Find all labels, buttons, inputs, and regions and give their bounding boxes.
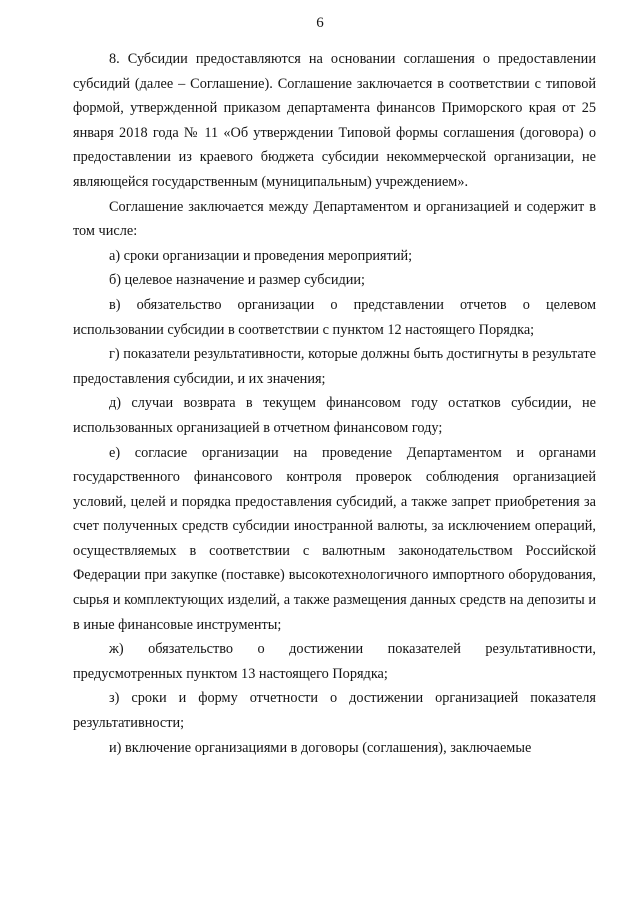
paragraph-agreement-parties: Соглашение заключается между Департаментом и организацией и содержит в том числе: <box>73 198 596 240</box>
list-item-zh: ж) обязательство о достижении показателей результативности, предусмотренных пунктом 13 настоящего Порядка; <box>73 641 596 682</box>
list-item-d: д) случаи возврата в текущем финансовом году остатков субсидии, не использованных организацией в отчетном финансовом году; <box>73 395 596 436</box>
list-item-a: а) сроки организации и проведения мероприятий; <box>109 247 413 264</box>
list-item-v: в) обязательство организации о представлении отчетов о целевом использовании субсидии в соответствии с пунктом 12 настоящего Порядка; <box>73 296 596 338</box>
list-item-i: и) включение организациями в договоры (соглашения), заключаемые <box>109 739 532 756</box>
paragraph-8-intro: 8. Субсидии предоставляются на основании соглашения о предоставлении субсидий (далее – Соглашение). Соглашение заключается в соответствии с типовой формой, утвержденной приказом департамента финансов Приморского края от 25 января 2018 года № 11 «Об утверждении Типовой формы соглашения (договора) о предоставлении из краевого бюджета субсидии некоммерческой организации, не являющейся государственным (муниципальным) учреждением». <box>73 51 596 190</box>
page-number: 6 <box>316 15 324 31</box>
list-item-b: б) целевое назначение и размер субсидии; <box>109 272 366 289</box>
list-item-e: е) согласие организации на проведение Департаментом и органами государственного финансового контроля проверок соблюдения организацией условий, целей и порядка предоставления субсидий, а также запрет приобретения за счет полученных средств субсидии иностранной валюты, за исключением операций, осуществляемых в соответствии с валютным законодательством Российской Федерации при закупке (поставке) высокотехнологичного импортного оборудования, сырья и комплектующих изделий, а также размещения данных средств на депозиты и в иные финансовые инструменты; <box>73 444 596 633</box>
list-item-g: г) показатели результативности, которые должны быть достигнуты в результате предоставления субсидии, и их значения; <box>73 346 596 387</box>
list-item-z: з) сроки и форму отчетности о достижении организацией показателя результативности; <box>73 690 596 732</box>
document-body <box>73 47 596 760</box>
